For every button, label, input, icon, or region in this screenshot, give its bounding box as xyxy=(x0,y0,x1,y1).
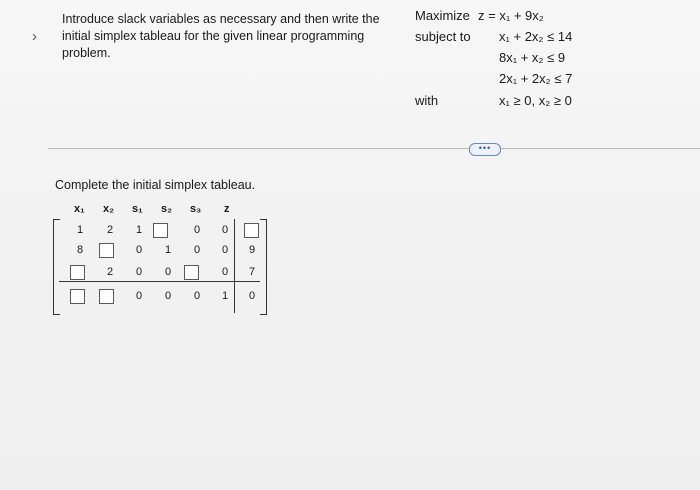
header-x1: x₁ xyxy=(74,203,85,215)
header-s3: s₃ xyxy=(190,203,202,215)
expand-more-button[interactable]: ••• xyxy=(469,143,501,156)
tableau-cell: 7 xyxy=(248,266,256,278)
tableau-cell: 9 xyxy=(248,244,256,256)
tableau-cell: 0 xyxy=(135,266,143,278)
tableau-cell: 0 xyxy=(221,224,229,236)
objective-function: z = x₁ + 9x₂ xyxy=(478,8,544,23)
tableau-cell: 0 xyxy=(193,290,201,302)
with-label: with xyxy=(415,93,439,108)
tableau-cell: 0 xyxy=(135,244,143,256)
constraint-1: x₁ + 2x₂ ≤ 14 xyxy=(499,29,573,44)
section-divider xyxy=(48,148,700,149)
header-x2: x₂ xyxy=(103,203,115,215)
tableau-cell: 0 xyxy=(164,290,172,302)
tableau-input-box[interactable] xyxy=(153,223,168,238)
tableau-cell: 0 xyxy=(248,290,256,302)
tableau-cell: 1 xyxy=(76,224,84,236)
right-bracket xyxy=(260,219,267,315)
nonnegativity-constraints: x₁ ≥ 0, x₂ ≥ 0 xyxy=(499,93,572,108)
header-s1: s₁ xyxy=(132,203,143,215)
tableau-input-box[interactable] xyxy=(244,223,259,238)
header-s2: s₂ xyxy=(161,203,173,215)
constraint-3: 2x₁ + 2x₂ ≤ 7 xyxy=(499,71,573,86)
tableau-cell: 0 xyxy=(193,244,201,256)
tableau-cell: 2 xyxy=(106,224,114,236)
tableau-cell: 1 xyxy=(221,290,229,302)
tableau-cell: 0 xyxy=(221,266,229,278)
header-z: z xyxy=(224,203,230,215)
lp-problem xyxy=(415,8,665,118)
tableau-vertical-separator xyxy=(234,219,235,313)
tableau-horizontal-separator xyxy=(59,281,260,282)
tableau-cell: 0 xyxy=(135,290,143,302)
tableau-prompt: Complete the initial simplex tableau. xyxy=(55,178,256,192)
tableau-input-box[interactable] xyxy=(99,243,114,258)
tableau-cell: 1 xyxy=(135,224,143,236)
simplex-tableau xyxy=(48,203,278,318)
constraint-2: 8x₁ + x₂ ≤ 9 xyxy=(499,50,566,65)
tableau-input-box[interactable] xyxy=(70,289,85,304)
tableau-input-box[interactable] xyxy=(70,265,85,280)
subject-to-label: subject to xyxy=(415,29,471,44)
tableau-cell: 8 xyxy=(76,244,84,256)
left-bracket xyxy=(53,219,60,315)
tableau-input-box[interactable] xyxy=(184,265,199,280)
tableau-cell: 0 xyxy=(164,266,172,278)
tableau-input-box[interactable] xyxy=(99,289,114,304)
tableau-cell: 0 xyxy=(221,244,229,256)
maximize-label: Maximize xyxy=(415,8,470,23)
problem-instructions: Introduce slack variables as necessary and then write the initial simplex tableau for the given linear programming problem. xyxy=(62,12,380,60)
tableau-cell: 0 xyxy=(193,224,201,236)
chevron-right-icon[interactable]: › xyxy=(32,28,37,45)
tableau-cell: 2 xyxy=(106,266,114,278)
tableau-cell: 1 xyxy=(164,244,172,256)
